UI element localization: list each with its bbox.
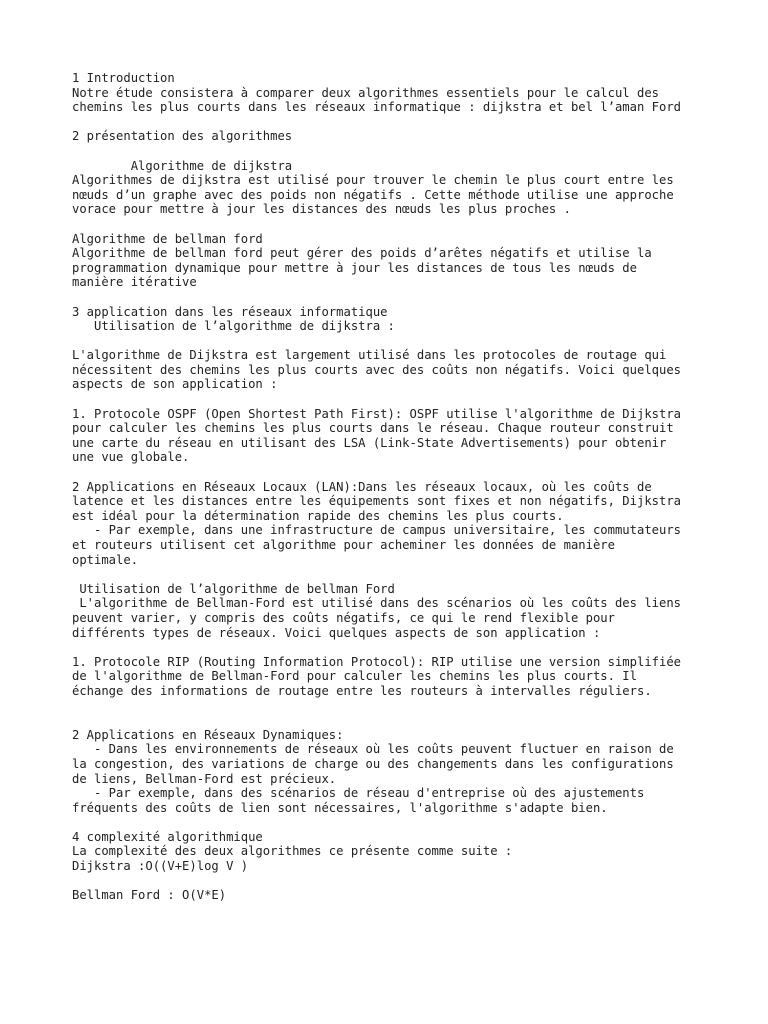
rip-paragraph: 1. Protocole RIP (Routing Information Protocol): RIP utilise une version simplifiée de l'algorithme de Bellman-Ford pour calculer les chemins les plus courts. Il échange des informations de routage entre les routeurs à intervalles réguliers.	[72, 654, 682, 698]
bellman-ford-application-intro: Utilisation de l’algorithme de bellman Ford L'algorithme de Bellman-Ford est utilisé dans des scénarios où les coûts des liens peuvent varier, y compris des coûts négatifs, ce qui le rend flexible pour différents types de réseaux. Voici quelques aspects de son application :	[72, 581, 682, 640]
section-application-heading: 3 application dans les réseaux informatique Utilisation de l’algorithme de dijkstra :	[72, 304, 395, 334]
document-page	[72, 71, 732, 903]
bellman-ford-complexity: Bellman Ford : O(V*E)	[72, 888, 227, 903]
lan-paragraph: 2 Applications en Réseaux Locaux (LAN):Dans les réseaux locaux, où les coûts de latence et les distances entre les équipements sont fixes et non négatifs, Dijkstra est idéal pour la détermination rapide des chemins les plus courts. - Par exemple, dans une infrastructure de campus universitaire, les commutateurs et routeurs utilisent cet algorithme pour acheminer les données de manière optimale.	[72, 479, 682, 567]
section-presentation-heading: 2 présentation des algorithmes	[72, 129, 293, 144]
section-complexity: 4 complexité algorithmique La complexité des deux algorithmes ce présente comme suite : Dijkstra :O((V+E)log V )	[72, 829, 513, 874]
bellman-ford-description: Algorithme de bellman ford Algorithme de bellman ford peut gérer des poids d’arêtes négatifs et utilise la programmation dynamique pour mettre à jour les distances de tous les nœuds de manière itérative	[72, 231, 652, 290]
dijkstra-description: Algorithme de dijkstra Algorithmes de dijkstra est utilisé pour trouver le chemin le plus court entre les nœuds d’un graphe avec des poids non négatifs . Cette méthode utilise une approche vorace pour mettre à jour les distances des nœuds les plus proches .	[72, 158, 674, 217]
ospf-paragraph: 1. Protocole OSPF (Open Shortest Path First): OSPF utilise l'algorithme de Dijkstra pour calculer les chemins les plus courts dans le réseau. Chaque routeur construit une carte du réseau en utilisant des LSA (Link-State Advertisements) pour obtenir une vue globale.	[72, 406, 682, 465]
dijkstra-application-intro: L'algorithme de Dijkstra est largement utilisé dans les protocoles de routage qui nécessitent des chemins les plus courts avec des coûts non négatifs. Voici quelques aspects de son application :	[72, 348, 682, 392]
dynamic-networks-paragraph: 2 Applications en Réseaux Dynamiques: - Dans les environnements de réseaux où les coûts peuvent fluctuer en raison de la congestion, des variations de charge ou des changements dans les configurations de liens, Bellman-Ford est précieux. - Par exemple, dans des scénarios de réseau d'entreprise où des ajustements fréquents des coûts de lien sont nécessaires, l'algorithme s'adapte bien.	[72, 727, 674, 815]
section-introduction: 1 Introduction Notre étude consistera à comparer deux algorithmes essentiels pour le calcul des chemins les plus courts dans les réseaux informatique : dijkstra et bel l’aman Ford	[72, 71, 682, 115]
